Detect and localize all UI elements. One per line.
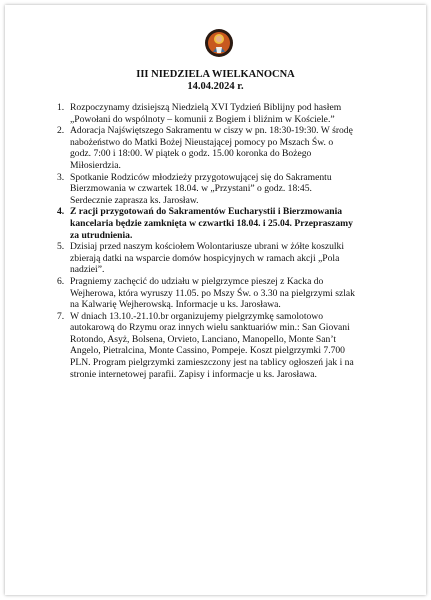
item-text-line: stronie internetowej parafii. Zapisy i informacje u ks. Jarosława. <box>70 368 317 380</box>
item-number: 6. <box>57 275 65 287</box>
announcement-item <box>57 311 387 381</box>
item-text-line: na Kalwarię Wejherowską. Informacje u ks. Jarosława. <box>70 299 281 311</box>
item-text-line: za utrudnienia. <box>70 229 133 241</box>
item-text-line: Z racji przygotowań do Sakramentów Eucharystii i Bierzmowania <box>70 206 343 218</box>
item-number: 3. <box>57 171 65 183</box>
announcement-item <box>57 102 387 125</box>
item-text-line: kancelaria będzie zamknięta w czwartki 18.04. i 25.04. Przepraszamy <box>70 217 353 229</box>
announcement-date: 14.04.2024 r. <box>187 81 244 92</box>
item-text-line: Dzisiaj przed naszym kościołem Wolontariusze ubrani w żółte koszulki <box>70 241 344 253</box>
item-number: 5. <box>57 241 65 253</box>
item-text-line: W dniach 13.10.-21.10.br organizujemy pielgrzymkę samolotowo <box>70 310 324 322</box>
item-text-line: Wejherowa, która wyruszy 11.05. po Mszy Św. o 3.30 na pielgrzymi szlak <box>70 287 355 299</box>
announcement-item <box>57 172 387 207</box>
announcement-header <box>5 69 426 93</box>
item-text-line: Rotondo, Asyż, Bolsena, Orvieto, Lanciano, Manopello, Monte San’t <box>70 333 337 345</box>
item-text-line: nadziei”. <box>70 264 105 276</box>
item-text-line: Spotkanie Rodziców młodzieży przygotowującej się do Sakramentu <box>70 171 332 183</box>
item-text-line: Serdecznie zaprasza ks. Jarosław. <box>70 194 199 206</box>
item-text-line: autokarową do Rzymu oraz innych wielu sanktuariów min.: San Giovani <box>70 322 350 334</box>
item-number: 1. <box>57 102 65 113</box>
announcement-list <box>57 102 387 380</box>
item-number: 7. <box>57 310 65 322</box>
document-page <box>5 5 426 595</box>
item-number: 4. <box>57 206 65 218</box>
item-text-line: PLN. Program pielgrzymki zamieszczony jest na tablicy ogłoszeń jak i na <box>70 357 354 369</box>
item-text-line: zbierają datki na wsparcie domów hospicyjnych w ramach akcji „Pola <box>70 252 340 264</box>
page-title: III NIEDZIELA WIELKANOCNA <box>136 69 295 80</box>
item-text-line: Adoracja Najświętszego Sakramentu w ciszy w pn. 18:30-19:30. W środę <box>70 125 353 137</box>
item-text-line: Miłosierdzia. <box>70 159 121 171</box>
announcement-item <box>57 125 387 171</box>
item-text-line: „Powołani do wspólnoty – komunii z Bogiem i bliźnim w Kościele.” <box>70 113 335 125</box>
item-number: 2. <box>57 125 65 137</box>
item-text-line: nabożeństwo do Matki Bożej Nieustającej pomocy po Mszach Św. o <box>70 136 334 148</box>
parish-emblem-icon <box>204 28 234 58</box>
item-text-line: Angelo, Pietralcina, Monte Cassino, Pompeje. Koszt pielgrzymki 7.700 <box>70 345 345 357</box>
item-text-line: godz. 7:00 i 18:00. W piątek o godz. 15.00 koronka do Bożego <box>70 148 312 160</box>
announcement-item <box>57 276 387 311</box>
announcement-item <box>57 206 387 241</box>
item-text-line: Rozpoczynamy dzisiejszą Niedzielą XVI Tydzień Biblijny pod hasłem <box>70 102 342 113</box>
announcement-item <box>57 241 387 276</box>
item-text-line: Bierzmowania w czwartek 18.04. w „Przystani” o godz. 18:45. <box>70 183 312 195</box>
item-text-line: Pragniemy zachęcić do udziału w pielgrzymce pieszej z Kacka do <box>70 275 324 287</box>
